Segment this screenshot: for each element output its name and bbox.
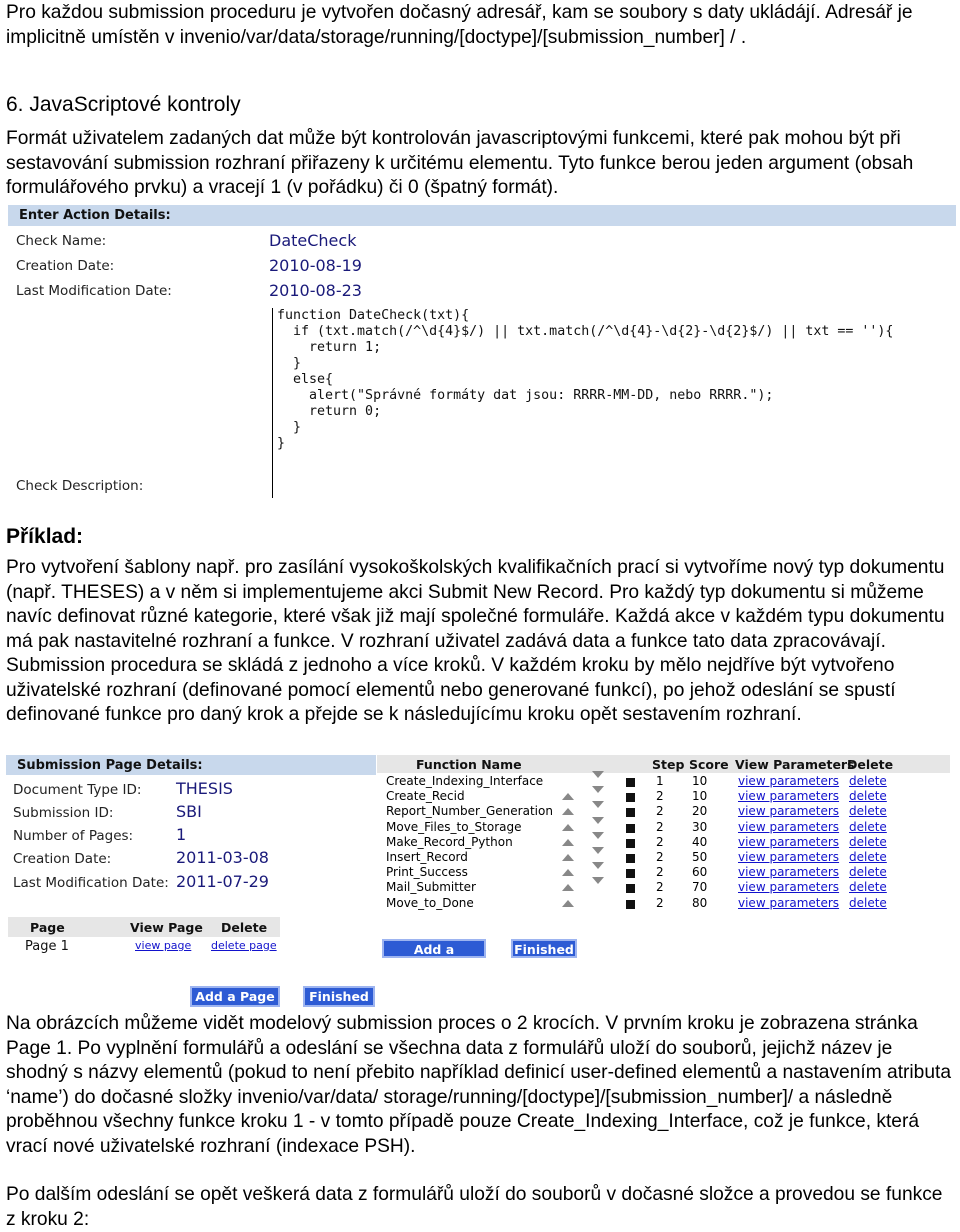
move-to-icon[interactable] <box>626 839 635 848</box>
col-view-parameters: View Parameters <box>735 757 855 772</box>
delete-page-link[interactable]: delete page <box>211 939 277 952</box>
move-up-icon[interactable] <box>562 824 574 831</box>
view-parameters-link[interactable]: view parameters <box>738 895 840 910</box>
col-delete: Delete <box>221 920 268 935</box>
view-parameters-link[interactable]: view parameters <box>738 880 840 895</box>
submission-panel-header: Submission Page Details: <box>6 755 376 775</box>
function-row <box>386 789 946 804</box>
finished-page-button[interactable]: Finished <box>303 986 375 1007</box>
function-row <box>386 880 946 895</box>
move-down-icon[interactable] <box>592 817 604 824</box>
modification-date-label: Last Modification Date: <box>16 283 172 299</box>
move-up-icon[interactable] <box>562 884 574 891</box>
delete-function-link[interactable]: delete <box>849 789 887 804</box>
function-score: 60 <box>692 865 708 880</box>
outro-paragraph-2: Po dalším odeslání se opět veškerá data z formulářů uloží do souborů v dočasné složce a provedou se funkce z kroku 2: <box>6 1184 943 1230</box>
function-row <box>386 835 946 850</box>
function-step: 2 <box>656 789 664 804</box>
pages-count-label: Number of Pages: <box>13 828 134 844</box>
function-step: 2 <box>656 834 664 849</box>
submission-id-label: Submission ID: <box>13 805 114 821</box>
doctype-label: Document Type ID: <box>13 782 142 798</box>
function-step: 2 <box>656 819 664 834</box>
outro-paragraph: Na obrázcích můžeme vidět modelový submission proces o 2 krocích. V prvním kroku je zobrazena stránka Page 1. Po vyplnění formulářů a odeslání se všechna data z formulářů uloží do souborů, jejichž název je shodný s názvy elementů (pokud to není přebito například definicí user-defined elementů a nastavením atributa ‘name’) do dočasné složky invenio/var/data/ storage/running/[doctype]/[submission_number]/ a následně proběhnou všechny funkce kroku 1 - v tomto případě pouze Create_Indexing_Interface, což je funkce, která vrací nové uživatelské rozhraní (indexace PSH). <box>6 1013 952 1157</box>
page-1-cell: Page 1 <box>25 939 69 954</box>
doctype-value: THESIS <box>176 779 233 798</box>
delete-function-link[interactable]: delete <box>849 834 887 849</box>
move-to-icon[interactable] <box>626 884 635 893</box>
function-name: Create_Indexing_Interface <box>386 774 544 788</box>
function-score: 50 <box>692 850 708 864</box>
view-parameters-link[interactable]: view parameters <box>738 819 840 834</box>
view-parameters-link[interactable]: view parameters <box>738 774 840 788</box>
function-name: Mail_Submitter <box>386 880 476 895</box>
check-name-label: Check Name: <box>16 233 107 249</box>
function-name: Move_to_Done <box>386 895 474 910</box>
sub-creation-label: Creation Date: <box>13 851 112 867</box>
move-to-icon[interactable] <box>626 824 635 833</box>
delete-function-link[interactable]: delete <box>849 804 887 819</box>
panel-header: Enter Action Details: <box>8 205 956 226</box>
move-to-icon[interactable] <box>626 900 635 909</box>
move-to-icon[interactable] <box>626 793 635 802</box>
move-up-icon[interactable] <box>562 854 574 861</box>
move-to-icon[interactable] <box>626 808 635 817</box>
function-row <box>386 896 946 911</box>
function-step: 2 <box>656 804 664 819</box>
function-score: 10 <box>692 789 708 804</box>
move-up-icon[interactable] <box>562 900 574 907</box>
check-code-editor[interactable]: function DateCheck(txt){ if (txt.match(/^\d{4}$/) || txt.match(/^\d{4}-\d{2}-\d{2}$/) || txt == ''){ return 1; } else{ alert("Správné formáty dat jsou: RRRR-MM-DD, nebo RRRR."); return 0; } } <box>272 308 960 498</box>
function-score: 80 <box>692 895 708 910</box>
sub-modification-label: Last Modification Date: <box>13 875 169 891</box>
move-up-icon[interactable] <box>562 839 574 846</box>
add-function-button[interactable]: Add a Function <box>382 939 486 958</box>
move-down-icon[interactable] <box>592 862 604 869</box>
function-name: Move_Files_to_Storage <box>386 819 522 834</box>
function-name: Create_Recid <box>386 789 465 804</box>
move-down-icon[interactable] <box>592 832 604 839</box>
function-step: 2 <box>656 895 664 910</box>
section-heading: 6. JavaScriptové kontroly <box>6 93 241 116</box>
delete-function-link[interactable]: delete <box>849 895 887 910</box>
sub-modification-value: 2011-07-29 <box>176 872 269 891</box>
view-parameters-link[interactable]: view parameters <box>738 865 840 880</box>
finished-function-button[interactable]: Finished <box>511 939 577 958</box>
delete-function-link[interactable]: delete <box>849 819 887 834</box>
move-down-icon[interactable] <box>592 771 604 778</box>
col-page: Page <box>30 920 65 935</box>
move-down-icon[interactable] <box>592 801 604 808</box>
example-heading: Příklad: <box>6 525 84 548</box>
add-page-button[interactable]: Add a Page <box>190 986 280 1007</box>
pages-count-value: 1 <box>176 825 187 844</box>
function-step: 1 <box>656 774 664 788</box>
submission-id-value: SBI <box>176 802 202 821</box>
col-score: Score <box>689 757 729 772</box>
creation-date-label: Creation Date: <box>16 258 115 274</box>
function-row <box>386 774 946 789</box>
function-row <box>386 865 946 880</box>
function-score: 10 <box>692 774 708 788</box>
move-down-icon[interactable] <box>592 786 604 793</box>
function-score: 20 <box>692 804 708 819</box>
delete-function-link[interactable]: delete <box>849 774 887 788</box>
move-down-icon[interactable] <box>592 847 604 854</box>
function-score: 70 <box>692 880 708 895</box>
move-to-icon[interactable] <box>626 854 635 863</box>
function-name: Make_Record_Python <box>386 834 513 849</box>
function-name: Report_Number_Generation <box>386 804 553 819</box>
delete-function-link[interactable]: delete <box>849 865 887 880</box>
function-step: 2 <box>656 865 664 880</box>
col-function-name: Function Name <box>416 757 522 772</box>
check-name-value: DateCheck <box>269 231 357 250</box>
view-parameters-link[interactable]: view parameters <box>738 804 840 819</box>
col-view-page: View Page <box>130 920 203 935</box>
creation-date-value: 2010-08-19 <box>269 256 362 275</box>
function-step: 2 <box>656 880 664 895</box>
move-to-icon[interactable] <box>626 778 635 787</box>
view-parameters-link[interactable]: view parameters <box>738 789 840 804</box>
function-step: 2 <box>656 850 664 864</box>
col-delete-fn: Delete <box>847 757 894 772</box>
view-parameters-link[interactable]: view parameters <box>738 850 840 864</box>
check-description-label: Check Description: <box>16 478 144 494</box>
delete-function-link[interactable]: delete <box>849 850 887 864</box>
move-up-icon[interactable] <box>562 808 574 815</box>
function-score: 40 <box>692 834 708 849</box>
function-row <box>386 820 946 835</box>
example-paragraph: Pro vytvoření šablony např. pro zasílání vysokoškolských kvalifikačních prací si vytvoříme nový typ dokumentu (např. THESES) a v něm si implementujeme akci Submit New Record. Pro každý typ dokumentu si můžeme navíc definovat různé kategorie, které však již mají společné formuláře. Každá akce v každém typu dokumentu má pak nastavitelné rozhraní a funkce. V rozhraní uživatel zadává data a funkce tato data zpracovávají. Submission procedura se skládá z jednoho a více kroků. V každém kroku by mělo nejdříve být vytvořeno uživatelské rozhraní (definované pomocí elementů nebo generované funkcí), po jehož odeslání se spustí definované funkce pro daný krok a přejde se k následujícímu kroku opět sestavením rozhraní. <box>6 557 945 725</box>
view-parameters-link[interactable]: view parameters <box>738 834 840 849</box>
view-page-link[interactable]: view page <box>135 939 192 952</box>
move-up-icon[interactable] <box>562 793 574 800</box>
sub-creation-value: 2011-03-08 <box>176 848 269 867</box>
function-row <box>386 804 946 819</box>
function-row <box>386 850 946 865</box>
delete-function-link[interactable]: delete <box>849 880 887 895</box>
function-name: Print_Success <box>386 865 468 880</box>
move-to-icon[interactable] <box>626 869 635 878</box>
intro-paragraph: Pro každou submission proceduru je vytvořen dočasný adresář, kam se soubory s daty ukládájí. Adresář je implicitně umístěn v invenio/var/data/storage/running/[doctype]/[submission_number] / . <box>6 2 913 48</box>
section-paragraph: Formát uživatelem zadaných dat může být kontrolován javascriptovými funkcemi, které pak mohou být při sestavování submission rozhraní přiřazeny k určitému elementu. Tyto funkce berou jeden argument (obsah formulářového prvku) a vracejí 1 (v pořádku) či 0 (špatný formát). <box>6 128 914 198</box>
move-up-icon[interactable] <box>562 869 574 876</box>
modification-date-value: 2010-08-23 <box>269 281 362 300</box>
col-step: Step <box>652 757 685 772</box>
function-name: Insert_Record <box>386 850 468 864</box>
move-down-icon[interactable] <box>592 877 604 884</box>
function-score: 30 <box>692 819 708 834</box>
